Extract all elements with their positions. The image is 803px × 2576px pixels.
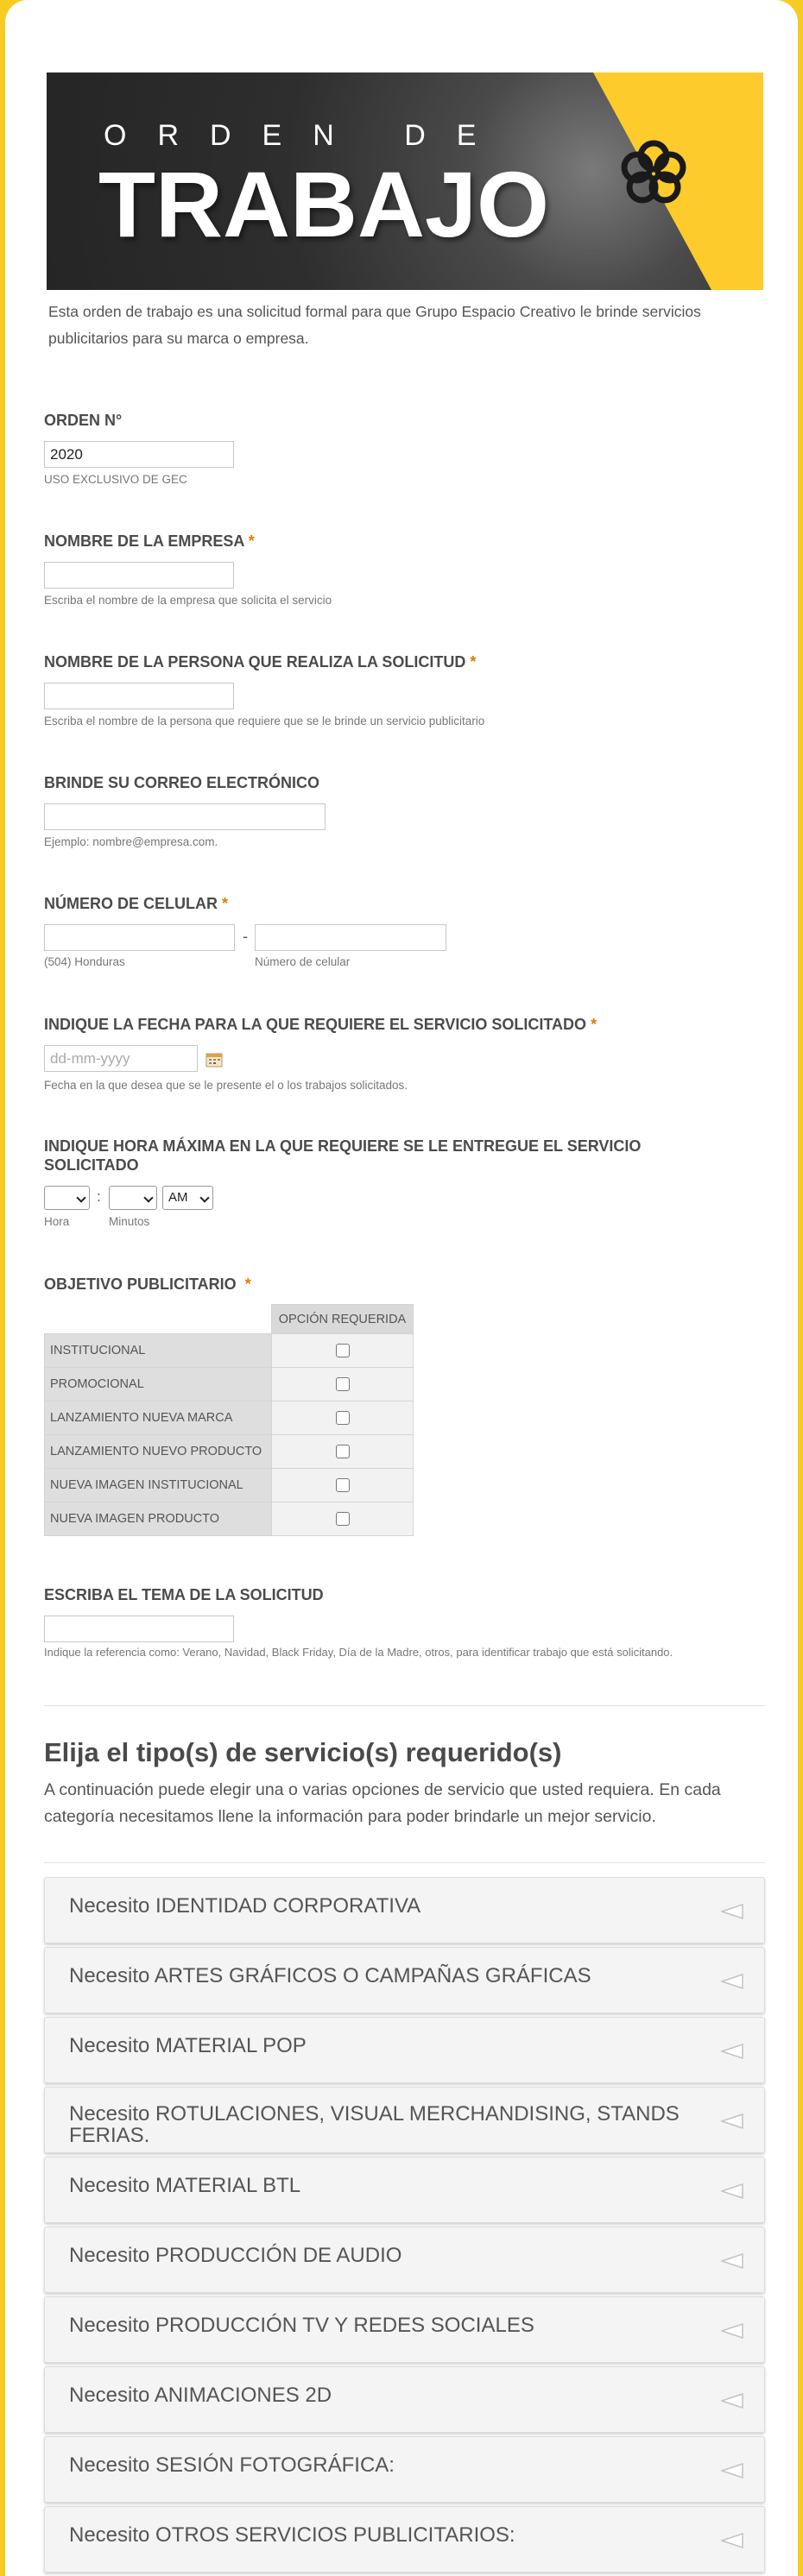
table-row — [45, 1469, 414, 1502]
collapse-label: Necesito PRODUCCIÓN DE AUDIO — [69, 2244, 402, 2267]
collapse-label: Necesito MATERIAL POP — [69, 2034, 307, 2057]
collapse-produccion-audio[interactable] — [44, 2226, 765, 2293]
celular-label: NÚMERO DE CELULAR * — [44, 895, 229, 912]
ampm-select[interactable] — [162, 1186, 213, 1210]
banner-title-big: TRABAJO — [98, 152, 550, 256]
chevron-down-icon — [199, 1193, 209, 1202]
arrow-left-icon — [721, 2113, 743, 2129]
collapse-material-pop[interactable] — [44, 2017, 765, 2083]
matrix-cell — [272, 1334, 414, 1368]
matrix-row-label: NUEVA IMAGEN INSTITUCIONAL — [45, 1469, 272, 1502]
arrow-left-icon — [721, 2533, 743, 2548]
hour-hint: Hora — [44, 1215, 70, 1228]
calendar-icon[interactable] — [205, 1052, 223, 1068]
phone-separator: - — [243, 928, 248, 945]
intro-text: Esta orden de trabajo es una solicitud formal para que Grupo Espacio Creativo le brinde servicios publicitarios para su marca o empresa. — [48, 303, 701, 347]
collapse-identidad-corporativa[interactable] — [44, 1877, 765, 1943]
required-mark: * — [244, 1275, 251, 1293]
collapse-label: Necesito MATERIAL BTL — [69, 2174, 301, 2197]
institucional-checkbox[interactable] — [336, 1344, 350, 1357]
imagen-institucional-checkbox[interactable] — [336, 1478, 350, 1492]
chevron-down-icon — [143, 1193, 153, 1202]
email-field[interactable] — [44, 803, 326, 830]
empresa-label: NOMBRE DE LA EMPRESA * — [44, 532, 255, 550]
ampm-value: AM — [168, 1190, 188, 1205]
arrow-left-icon — [721, 1904, 743, 1919]
section-divider — [44, 1862, 765, 1863]
area-code-hint: (504) Honduras — [44, 955, 125, 968]
promocional-checkbox[interactable] — [336, 1377, 350, 1391]
matrix-row-label: PROMOCIONAL — [45, 1368, 272, 1401]
objetivo-matrix — [44, 1304, 414, 1536]
banner-title-small: ORDEN DE — [104, 119, 508, 152]
date-input[interactable] — [44, 1045, 198, 1072]
nueva-marca-checkbox[interactable] — [336, 1411, 350, 1425]
collapse-artes-graficos[interactable] — [44, 1947, 765, 2013]
nuevo-producto-checkbox[interactable] — [336, 1445, 350, 1458]
matrix-cell — [272, 1401, 414, 1435]
objetivo-label: OBJETIVO PUBLICITARIO * — [44, 1275, 251, 1293]
imagen-producto-checkbox[interactable] — [336, 1512, 350, 1526]
time-colon: : — [97, 1188, 101, 1205]
collapse-label: Necesito ROTULACIONES, VISUAL MERCHANDISING, STANDS FERIAS. — [69, 2102, 680, 2147]
table-row — [45, 1334, 414, 1368]
arrow-left-icon — [721, 2323, 743, 2339]
orden-label: ORDEN N° — [44, 412, 123, 429]
arrow-left-icon — [721, 2183, 743, 2199]
arrow-left-icon — [721, 2253, 743, 2269]
collapse-rotulaciones[interactable] — [44, 2087, 765, 2153]
collapse-material-btl[interactable] — [44, 2157, 765, 2223]
table-row — [45, 1368, 414, 1401]
matrix-row-label: LANZAMIENTO NUEVA MARCA — [45, 1401, 272, 1435]
tema-label: ESCRIBA EL TEMA DE LA SOLICITUD — [44, 1586, 324, 1603]
persona-input[interactable] — [44, 683, 234, 709]
minute-hint: Minutos — [109, 1215, 150, 1228]
section-divider — [44, 1705, 765, 1706]
matrix-cell — [272, 1368, 414, 1401]
collapse-label: Necesito OTROS SERVICIOS PUBLICITARIOS: — [69, 2523, 515, 2547]
orden-hint: USO EXCLUSIVO DE GEC — [44, 473, 187, 486]
required-mark: * — [470, 653, 477, 671]
table-row — [45, 1502, 414, 1536]
collapse-produccion-tv[interactable] — [44, 2296, 765, 2363]
matrix-cell — [272, 1469, 414, 1502]
matrix-column-header: OPCIÓN REQUERIDA — [272, 1305, 414, 1334]
fecha-hint: Fecha en la que desea que se le presente el o los trabajos solicitados. — [44, 1079, 408, 1092]
area-code-input[interactable] — [44, 924, 235, 951]
orden-input[interactable] — [44, 441, 234, 468]
hora-label: INDIQUE HORA MÁXIMA EN LA QUE REQUIERE SE LE ENTREGUE EL SERVICIO SOLICITADO — [44, 1137, 642, 1174]
correo-label: BRINDE SU CORREO ELECTRÓNICO — [44, 774, 320, 791]
phone-number-input[interactable] — [255, 924, 446, 951]
collapse-otros-servicios[interactable] — [44, 2506, 765, 2573]
hour-select[interactable] — [44, 1186, 90, 1210]
matrix-cell — [272, 1502, 414, 1536]
table-row — [45, 1401, 414, 1435]
persona-hint: Escriba el nombre de la persona que requiere que se le brinde un servicio publicitario — [44, 715, 485, 727]
phone-number-hint: Número de celular — [255, 955, 351, 968]
tema-hint: Indique la referencia como: Verano, Navidad, Black Friday, Día de la Madre, otros, para identificar trabajo que está solicitando. — [44, 1646, 673, 1659]
services-title: Elija el tipo(s) de servicio(s) requerido(s) — [44, 1737, 562, 1767]
empresa-input[interactable] — [44, 562, 234, 589]
matrix-row-label: NUEVA IMAGEN PRODUCTO — [45, 1502, 272, 1536]
collapse-label: Necesito ANIMACIONES 2D — [69, 2384, 332, 2407]
persona-label: NOMBRE DE LA PERSONA QUE REALIZA LA SOLICITUD * — [44, 653, 477, 671]
arrow-left-icon — [721, 1974, 743, 1989]
table-row — [45, 1435, 414, 1469]
collapse-label: Necesito ARTES GRÁFICOS O CAMPAÑAS GRÁFICAS — [69, 1964, 591, 1987]
arrow-left-icon — [721, 2463, 743, 2478]
matrix-row-label: INSTITUCIONAL — [45, 1334, 272, 1368]
brand-logo-icon — [615, 135, 692, 212]
empresa-hint: Escriba el nombre de la empresa que solicita el servicio — [44, 594, 332, 607]
arrow-left-icon — [721, 2044, 743, 2059]
minute-select[interactable] — [109, 1186, 157, 1210]
matrix-cell — [272, 1435, 414, 1469]
tema-input[interactable] — [44, 1616, 234, 1642]
required-mark: * — [222, 895, 229, 912]
header-banner — [47, 72, 763, 290]
collapse-label: Necesito IDENTIDAD CORPORATIVA — [69, 1894, 421, 1918]
arrow-left-icon — [721, 2393, 743, 2409]
fecha-label: INDIQUE LA FECHA PARA LA QUE REQUIERE EL SERVICIO SOLICITADO * — [44, 1016, 598, 1033]
matrix-corner — [45, 1305, 272, 1334]
required-mark: * — [248, 532, 255, 550]
required-mark: * — [591, 1016, 598, 1033]
matrix-row-label: LANZAMIENTO NUEVO PRODUCTO — [45, 1435, 272, 1469]
correo-hint: Ejemplo: nombre@empresa.com. — [44, 835, 218, 848]
collapse-label: Necesito PRODUCCIÓN TV Y REDES SOCIALES — [69, 2314, 534, 2337]
collapse-sesion-fotografica[interactable] — [44, 2436, 765, 2503]
collapse-label: Necesito SESIÓN FOTOGRÁFICA: — [69, 2453, 395, 2477]
chevron-down-icon — [76, 1193, 85, 1202]
collapse-animaciones-2d[interactable] — [44, 2366, 765, 2433]
services-description: A continuación puede elegir una o varias opciones de servicio que usted requiera. En cada categoría necesitamos llene la información para poder brindarle un mejor servicio. — [44, 1780, 721, 1826]
form-container — [5, 0, 798, 2576]
